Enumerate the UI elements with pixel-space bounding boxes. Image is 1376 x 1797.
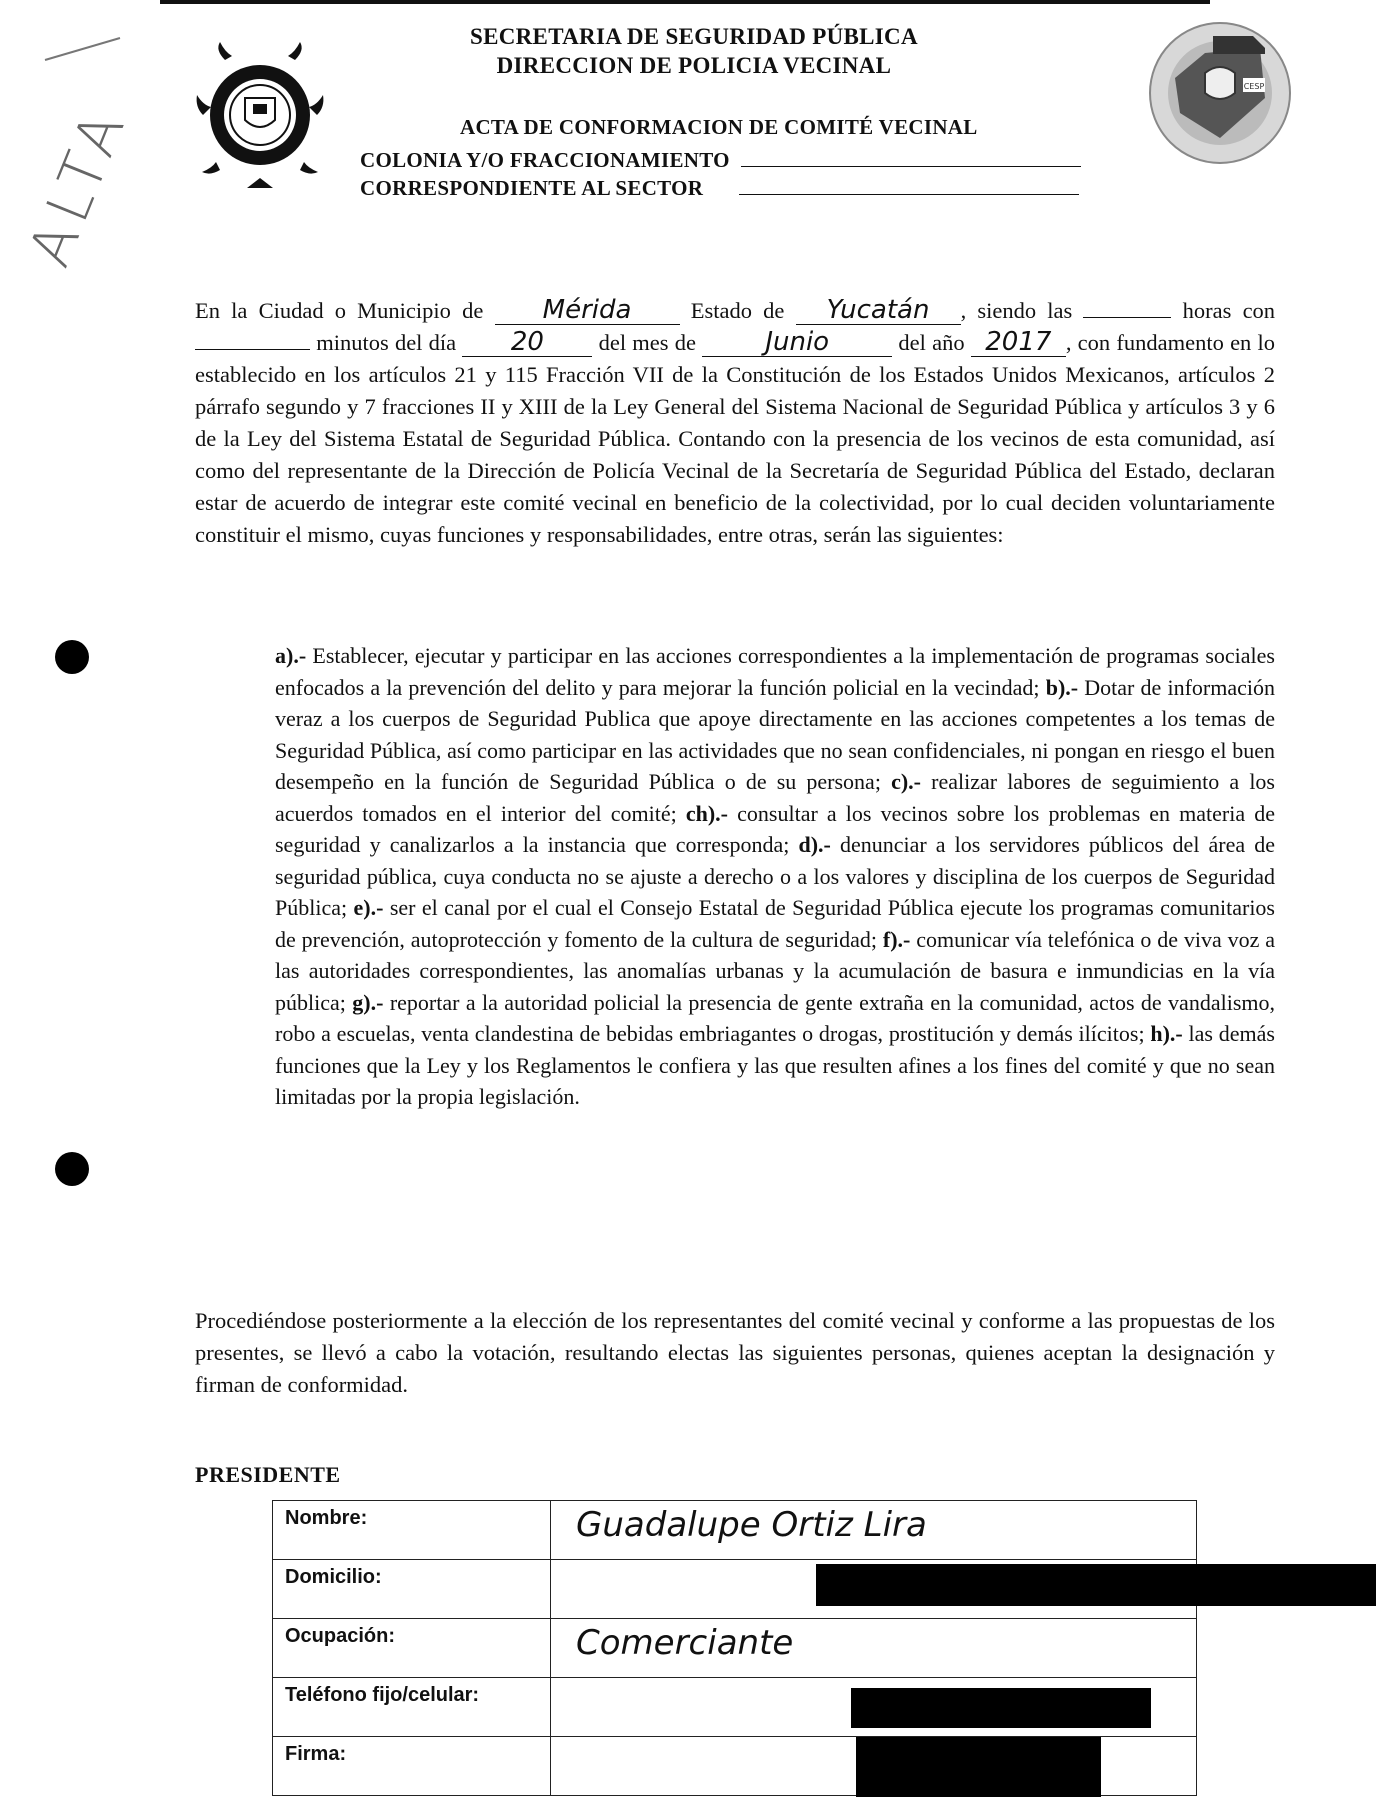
ocupacion-field[interactable] [551, 1619, 1197, 1678]
function-key: c).- [891, 769, 921, 794]
dia-value[interactable]: 20 [462, 328, 592, 357]
function-text: Establecer, ejecutar y participar en las acciones correspondientes a la implementación de programas sociales enfocados a la prevención del delito y para mejorar la función policial en la vecindad; [275, 643, 1275, 700]
presidente-heading: PRESIDENTE [195, 1462, 341, 1487]
intro-text: minutos del día [316, 330, 457, 355]
function-key: f).- [882, 926, 911, 952]
cesp-badge: CESP [1243, 82, 1265, 91]
header-line2: DIRECCION DE POLICIA VECINAL [496, 53, 892, 78]
binder-hole [55, 640, 89, 674]
function-key: a).- [275, 643, 307, 668]
redaction-bar [856, 1737, 1101, 1797]
intro-text: horas con [1182, 298, 1276, 323]
sector-field [360, 176, 1079, 201]
form-row-firma [273, 1737, 1197, 1796]
colonia-blank[interactable] [741, 166, 1081, 167]
function-key: b).- [1045, 674, 1079, 700]
municipio-value[interactable]: Mérida [495, 296, 680, 325]
intro-text: Estado de [690, 298, 785, 323]
function-key: g).- [352, 989, 384, 1015]
binder-hole [55, 1152, 89, 1186]
minutos-blank[interactable] [195, 349, 310, 350]
intro-text: , siendo las [960, 298, 1073, 323]
top-border-line [160, 0, 1210, 4]
pen-mark [40, 30, 130, 70]
ocupacion-value: Comerciante [576, 1623, 794, 1663]
functions-list [275, 640, 1275, 1113]
redaction-bar [816, 1564, 1376, 1606]
cesp-seal-logo [1145, 18, 1295, 168]
intro-text: del año [898, 330, 965, 355]
form-row-ocupacion [273, 1619, 1197, 1678]
function-key: e).- [353, 895, 384, 920]
margin-note-alta: ALTA [15, 95, 141, 276]
estado-value[interactable]: Yucatán [796, 296, 961, 325]
domicilio-field[interactable] [551, 1560, 1197, 1619]
header-line1: SECRETARIA DE SEGURIDAD PÚBLICA [470, 24, 918, 49]
function-text: Dotar de información veraz a los cuerpos de Seguridad Publica que apoye directamente en las acciones competentes a los temas de Seguridad Pública, así como participar en las actividades que no sean confidenciales, ni pongan en riesgo el buen desempeño en la función de Seguridad Pública o de su persona; [275, 674, 1276, 794]
intro-paragraph [195, 295, 1275, 551]
ocupacion-label: Ocupación: [273, 1619, 551, 1678]
form-row-nombre [273, 1501, 1197, 1560]
intro-text: , con fundamento en lo establecido en los artículos 21 y 115 Fracción VII de la Constitución de los Estados Unidos Mexicanos, artículos 2 párrafo segundo y 7 fracciones II y XIII de la Ley General del Sistema Nacional de Seguridad Pública y artículos 3 y 6 de la Ley del Sistema Estatal de Seguridad Pública. Contando con la presencia de los vecinos de esta comunidad, así como del representante de la Dirección de Policía Vecinal de la Secretaría de Seguridad Pública del Estado, declaran estar de acuerdo de integrar este comité vecinal en beneficio de la colectividad, por lo cual deciden voluntariamente constituir el mismo, cuyas funciones y responsabilidades, entre otras, serán las siguientes: [195, 330, 1276, 547]
firma-label: Firma: [273, 1737, 551, 1796]
hora-blank[interactable] [1083, 317, 1171, 318]
intro-text: En la Ciudad o Municipio de [195, 298, 484, 323]
presidente-form [272, 1500, 1197, 1796]
telefono-label: Teléfono fijo/celular: [273, 1678, 551, 1737]
sector-label: CORRESPONDIENTE AL SECTOR [360, 176, 704, 200]
nombre-value: Guadalupe Ortiz Lira [576, 1505, 927, 1545]
nombre-label: Nombre: [273, 1501, 551, 1560]
mes-value[interactable]: Junio [702, 328, 892, 357]
nombre-field[interactable] [551, 1501, 1197, 1560]
closing-paragraph: Procediéndose posteriormente a la elección de los representantes del comité vecinal y conforme a las propuestas de los presentes, se llevó a cabo la votación, resultando electas las siguientes personas, quienes aceptan la designación y firman de conformidad. [195, 1308, 1275, 1397]
function-text: las demás funciones que la Ley y los Reglamentos le confiera y las que resulten afines a los fines del comité y que no sean limitadas por la propia legislación. [275, 1021, 1275, 1109]
redaction-bar [851, 1688, 1151, 1728]
anio-value[interactable]: 2017 [971, 328, 1066, 357]
telefono-field[interactable] [551, 1678, 1197, 1737]
function-key: ch).- [685, 800, 729, 826]
function-key: h).- [1150, 1021, 1183, 1046]
function-text: realizar labores de seguimiento a los acuerdos tomados en el interior del comité; [275, 769, 1275, 826]
domicilio-label: Domicilio: [273, 1560, 551, 1619]
header-title [470, 22, 918, 80]
function-text: comunicar vía telefónica o de viva voz a las autoridades correspondientes, las anomalías urbanas y la acumulación de basura e inmundicias en la vía pública; [275, 926, 1275, 1015]
function-key: d).- [798, 832, 831, 857]
function-text: denunciar a los servidores públicos del área de seguridad pública, cuya conducta no se ajuste a derecho o a los valores y disciplina de los cuerpos de Seguridad Pública; [275, 832, 1275, 920]
colonia-label: COLONIA Y/O FRACCIONAMIENTO [360, 148, 730, 172]
firma-field[interactable] [551, 1737, 1197, 1796]
acta-title: ACTA DE CONFORMACION DE COMITÉ VECINAL [460, 115, 978, 139]
ssp-seal-logo [195, 40, 325, 190]
function-text: ser el canal por el cual el Consejo Estatal de Seguridad Pública ejecute los programas comunitarios de prevención, autoprotección y fomento de la cultura de seguridad; [275, 895, 1275, 952]
intro-text: del mes de [598, 330, 696, 355]
form-row-telefono [273, 1678, 1197, 1737]
function-text: reportar a la autoridad policial la presencia de gente extraña en la comunidad, actos de vandalismo, robo a escuelas, venta clandestina de bebidas embriagantes o drogas, prostitución y demás ilícitos; [275, 989, 1275, 1046]
sector-blank[interactable] [739, 194, 1079, 195]
colonia-field [360, 148, 1081, 173]
form-row-domicilio [273, 1560, 1197, 1619]
function-text: consultar a los vecinos sobre los problemas en materia de seguridad y canalizarlos a la instancia que corresponda; [275, 800, 1275, 857]
